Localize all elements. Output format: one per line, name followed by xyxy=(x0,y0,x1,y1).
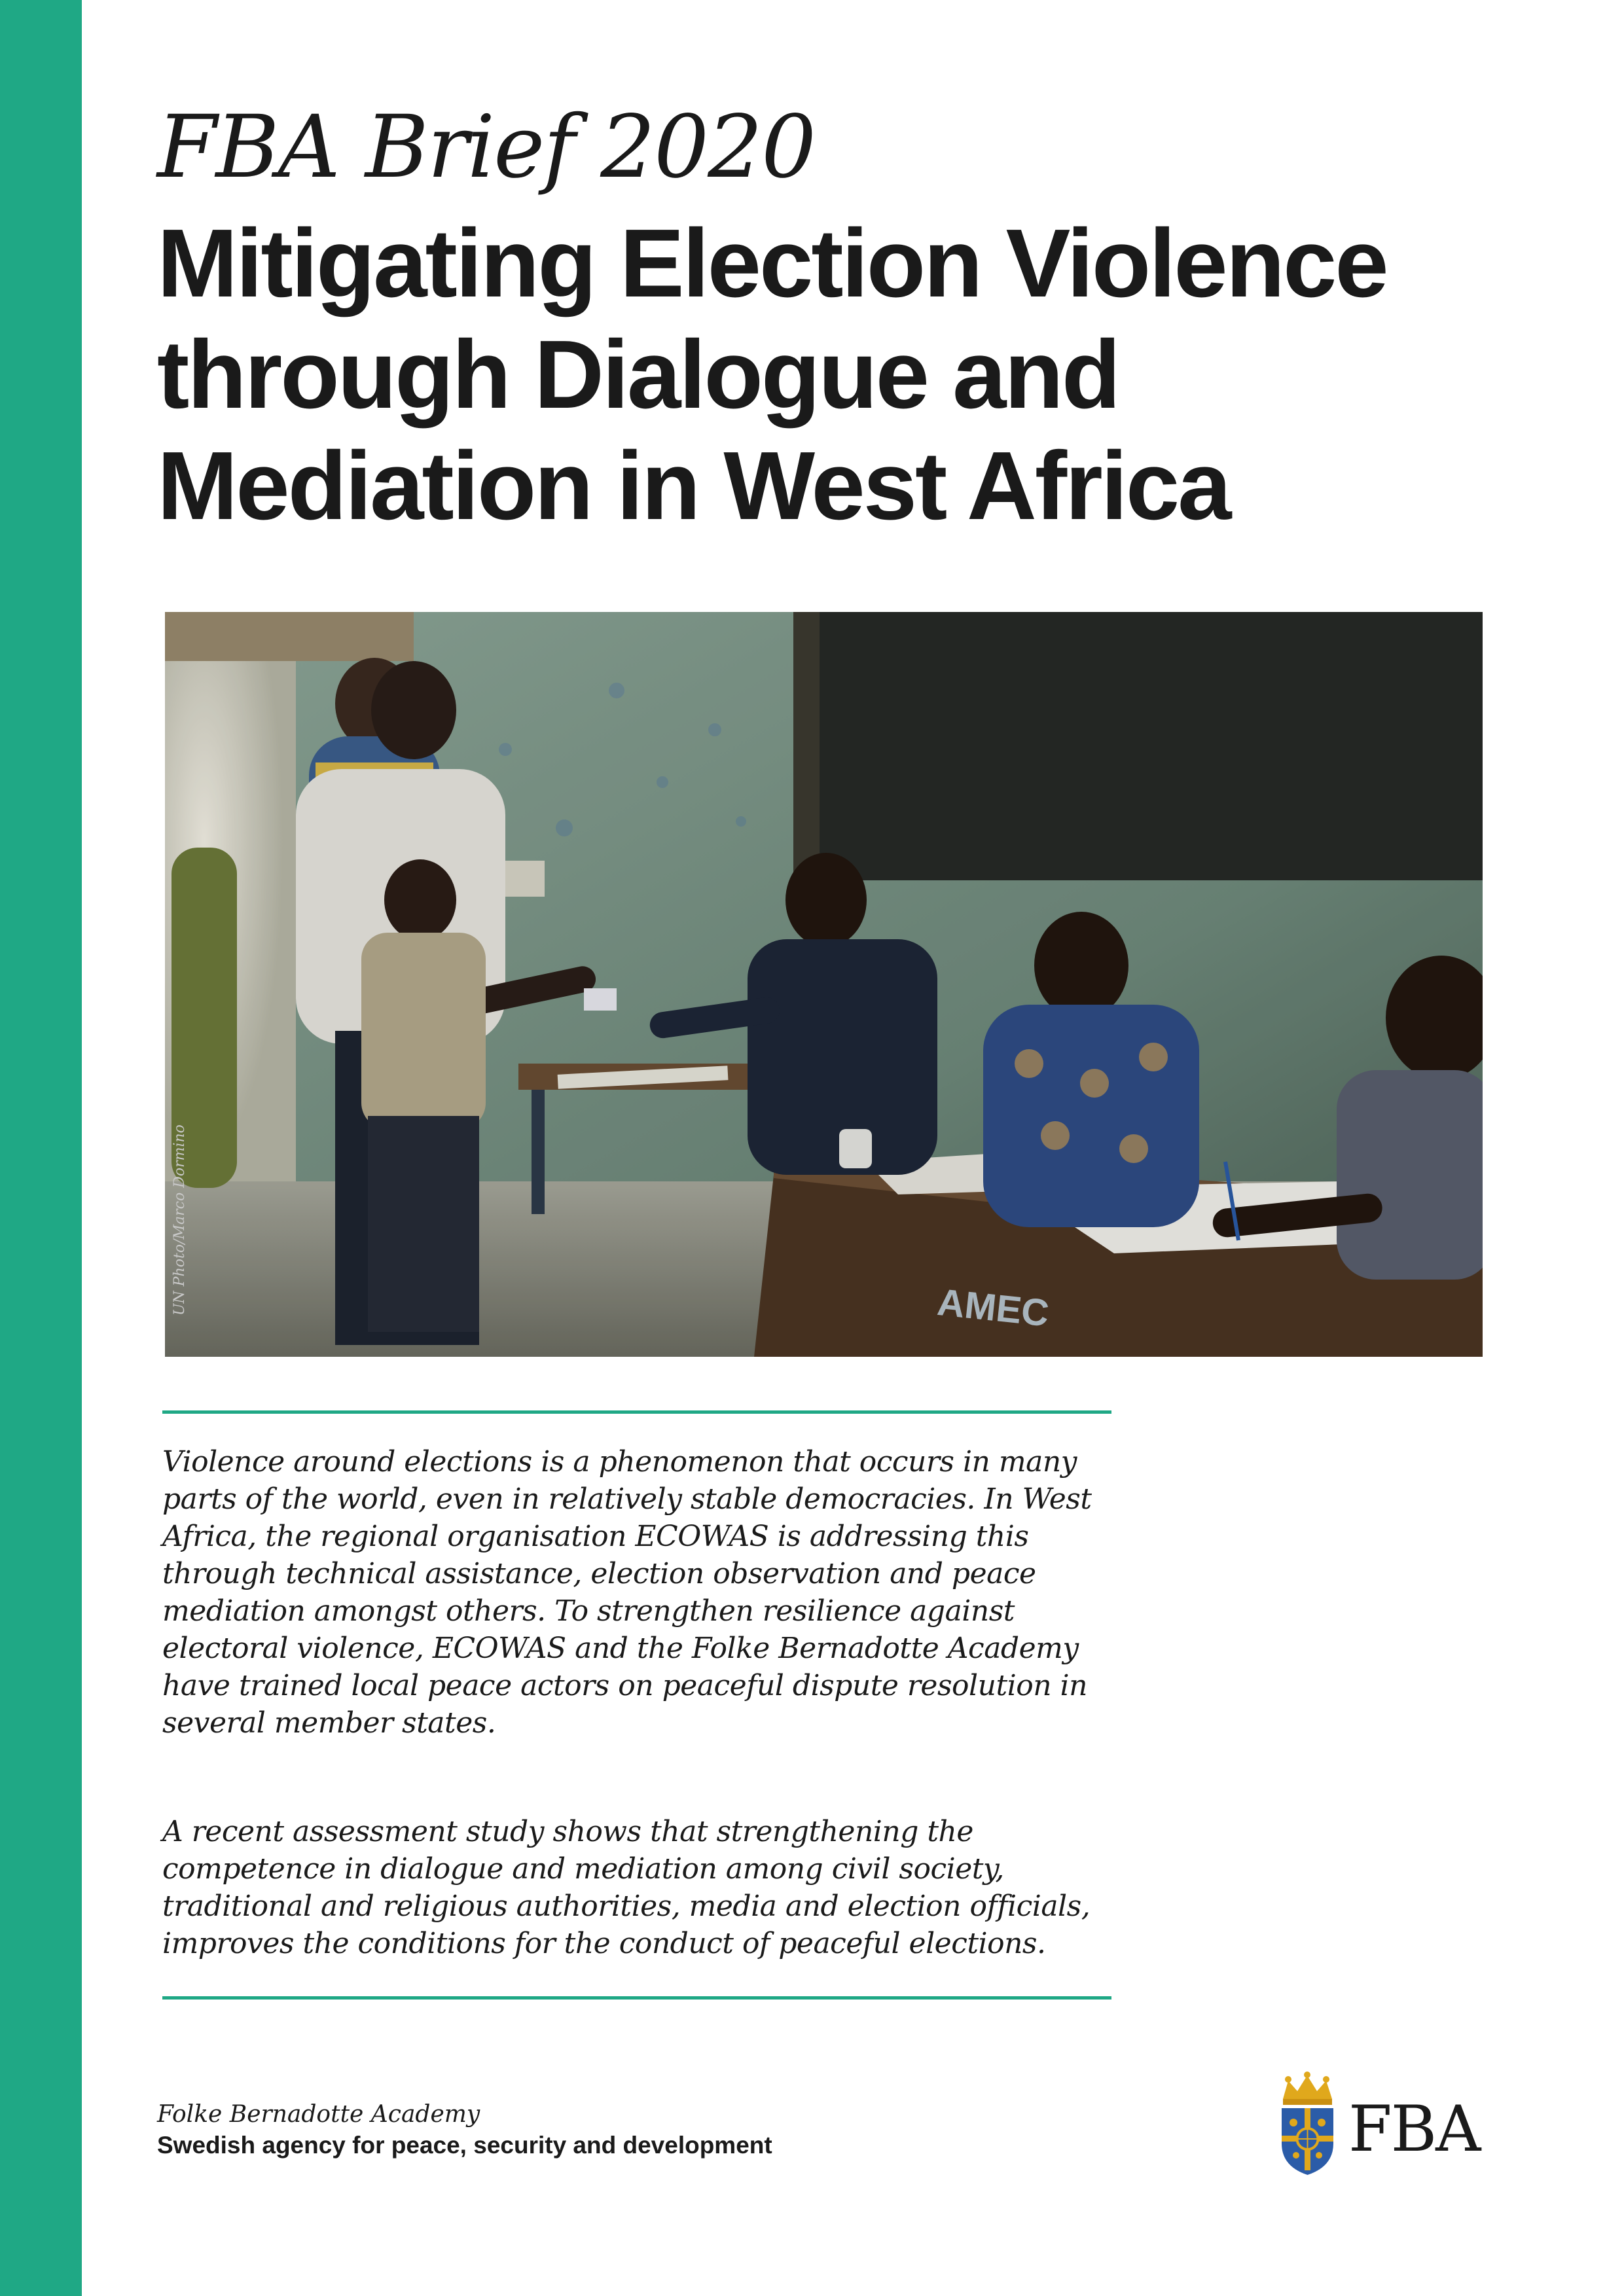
logo-text: FBA xyxy=(1348,2092,1480,2166)
organisation-tagline: Swedish agency for peace, security and development xyxy=(157,2132,772,2159)
divider-top xyxy=(162,1410,1111,1414)
organisation-name: Folke Bernadotte Academy xyxy=(157,2101,480,2128)
crown-shield-icon xyxy=(1276,2072,1339,2176)
brief-label: FBA Brief 2020 xyxy=(157,97,816,198)
page-title xyxy=(157,208,1532,542)
accent-side-bar xyxy=(0,0,82,2296)
cover-photo xyxy=(165,612,1483,1357)
fba-logo xyxy=(1276,2072,1480,2183)
intro-paragraph-2: A recent assessment study shows that strengthening the competence in dialogue and mediation among civil society, traditional and religious authorities, media and election officials, improves the conditions for the conduct of peaceful elections. xyxy=(162,1815,1091,1960)
title-line-2: through Dialogue and xyxy=(157,321,1119,429)
title-line-1: Mitigating Election Violence xyxy=(157,209,1387,317)
divider-bottom xyxy=(162,1996,1111,2000)
intro-paragraph-1: Violence around elections is a phenomenon that occurs in many parts of the world, even in relatively stable democracies. In West Africa, the regional organisation ECOWAS is addressing this through technical assistance, election observation and peace mediation amongst others. To strengthen resilience against electoral violence, ECOWAS and the Folke Bernadotte Academy have trained local peace actors on peaceful dispute resolution in several member states. xyxy=(162,1445,1092,1740)
title-line-3: Mediation in West Africa xyxy=(157,432,1230,540)
photo-credit: UN Photo/Marco Dormino xyxy=(171,1124,188,1316)
desk-stencil: AMEC xyxy=(935,1280,1051,1335)
polling-station-illustration xyxy=(165,612,1483,1357)
